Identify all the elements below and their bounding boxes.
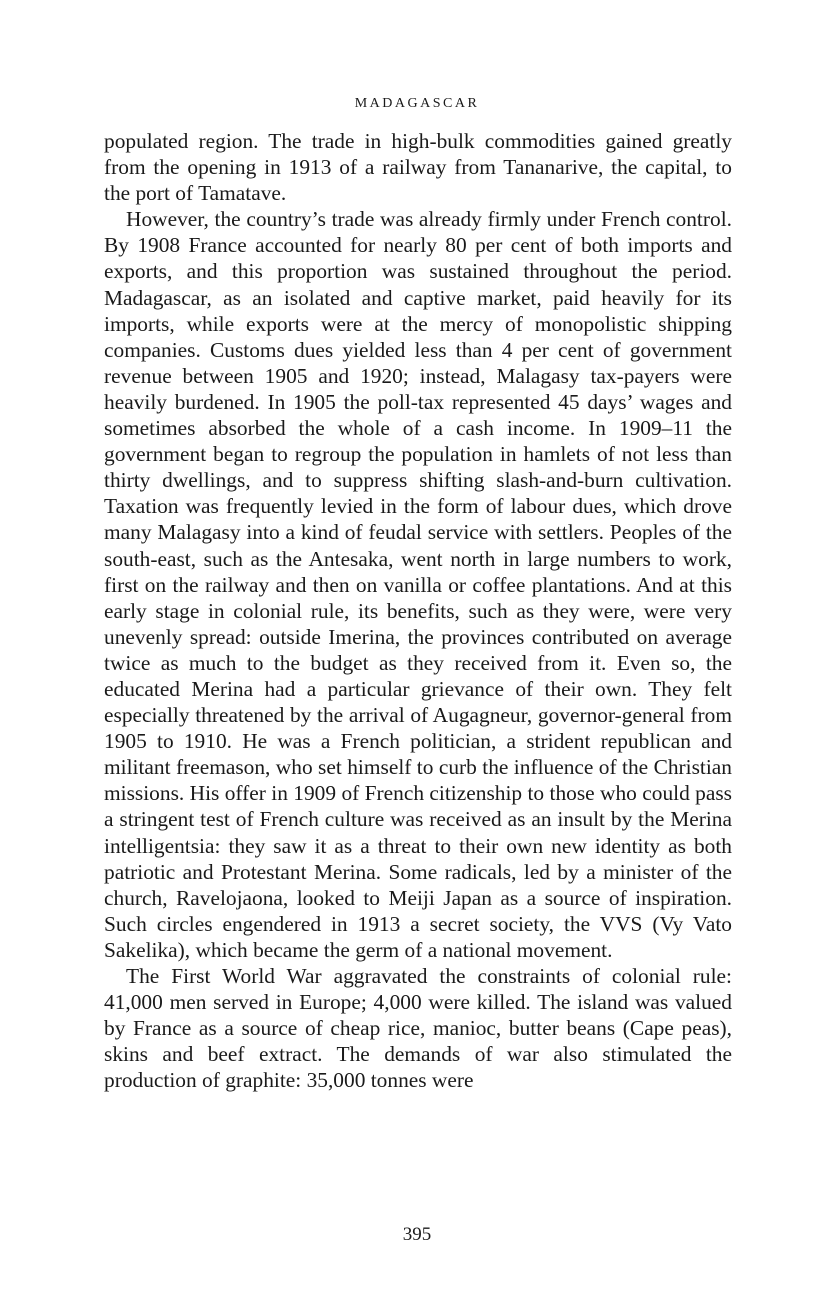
paragraph-2: However, the country’s trade was already firmly under French control. By 1908 France accounted for nearly 80 per cent of both imports and exports, and this proportion was sustained throughout the period. Madagascar, as an isolated and captive market, paid heavily for its imports, while exports were at the mercy of monopolistic shipping companies. Customs dues yielded less than 4 per cent of government revenue between 1905 and 1920; instead, Malagasy tax-payers were heavily burdened. In 1905 the poll-tax represented 45 days’ wages and sometimes absorbed the whole of a cash income. In 1909–11 the government began to regroup the population in hamlets of not less than thirty dwellings, and to suppress shifting slash-and-burn cultivation. Taxation was frequently levied in the form of labour dues, which drove many Malagasy into a kind of feudal service with settlers. Peoples of the south-east, such as the Antesaka, went north in large numbers to work, first on the railway and then on vanilla or coffee plantations. And at this early stage in colonial rule, its benefits, such as they were, were very unevenly spread: outside Imerina, the provinces contributed on average twice as much to the budget as they received from it. Even so, the educated Merina had a particular grievance of their own. They felt especially threatened by the arrival of Augagneur, governor-general from 1905 to 1910. He was a French politician, a strident republican and militant freemason, who set himself to curb the influence of the Christian missions. His offer in 1909 of French citizenship to those who could pass a stringent test of French culture was received as an insult by the Merina intelligentsia: they saw it as a threat to their own new identity as both patriotic and Protestant Merina. Some radicals, led by a minister of the church, Ravelojaona, looked to Meiji Japan as a source of inspiration. Such circles engendered in 1913 a secret society, the VVS (Vy Vato Sakelika), which became the germ of a national movement. [104, 207, 732, 962]
body-text [104, 128, 732, 1093]
page-number: 395 [402, 1224, 432, 1245]
paragraph-3: The First World War aggravated the constraints of colonial rule: 41,000 men served in Europe; 4,000 were killed. The island was valued by France as a source of cheap rice, manioc, butter beans (Cape peas), skins and beef extract. The demands of war also stimulated the production of graphite: 35,000 tonnes were [104, 964, 732, 1093]
running-head: MADAGASCAR [354, 96, 480, 111]
paragraph-1: populated region. The trade in high-bulk commodities gained greatly from the opening in 1913 of a railway from Tananarive, the capital, to the port of Tamatave. [104, 129, 732, 206]
